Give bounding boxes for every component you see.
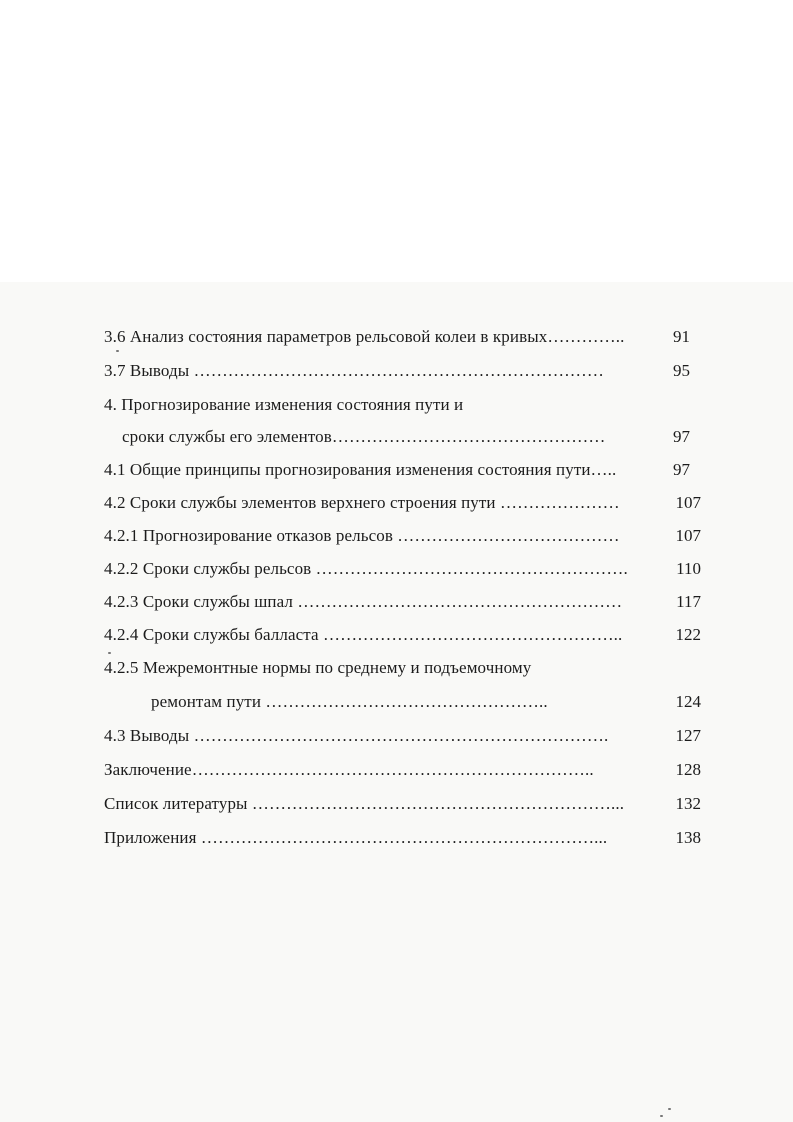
toc-entry-text: Заключение…………………………………………………………….. (104, 760, 594, 779)
toc-entry-text: 3.7 Выводы ……………………………………………………………… (104, 361, 605, 380)
toc-entry-text: сроки службы его элементов………………………………………… (122, 427, 606, 446)
toc-entry-text: ремонтам пути ………………………………………….. (151, 692, 548, 711)
toc-entry-page: 122 (675, 625, 701, 644)
toc-entry-page: 117 (676, 592, 701, 611)
toc-entry-text: Список литературы ………………………………………………………... (104, 794, 625, 813)
toc-entry-page: 107 (675, 493, 701, 512)
toc-entry-text: 4. Прогнозирование изменения состояния пути и (104, 395, 464, 414)
toc-entry-page: 127 (675, 726, 701, 745)
toc-entry-text: Приложения ……………………………………………………………... (104, 828, 608, 847)
toc-entry-text: 4.2.5 Межремонтные нормы по среднему и подъемочному (104, 658, 532, 677)
scan-speck (660, 1115, 663, 1117)
scan-speck (108, 652, 111, 654)
toc-entry-text: 4.3 Выводы ………………………………………………………………. (104, 726, 609, 745)
toc-entry-page: 97 (673, 427, 690, 446)
toc-entry-text: 3.6 Анализ состояния параметров рельсовой колеи в кривых………….. (104, 327, 625, 346)
scan-speck (116, 350, 119, 352)
toc-entry-text: 4.2.3 Сроки службы шпал ………………………………………………… (104, 592, 623, 611)
toc-entry-page: 97 (673, 460, 690, 479)
toc-entry-text: 4.1 Общие принципы прогнозирования изменения состояния пути….. (104, 460, 617, 479)
scan-speck (668, 1108, 671, 1110)
toc-entry-page: 107 (675, 526, 701, 545)
toc-entry-page: 95 (673, 361, 690, 380)
toc-entry-page: 128 (675, 760, 701, 779)
toc-entry-text: 4.2.2 Сроки службы рельсов ………………………………………………. (104, 559, 628, 578)
toc-entry-page: 110 (676, 559, 701, 578)
toc-entry-page: 91 (673, 327, 690, 346)
toc-entry-text: 4.2.4 Сроки службы балласта …………………………………………….. (104, 625, 623, 644)
toc-entry-page: 132 (675, 794, 701, 813)
toc-entry-text: 4.2.1 Прогнозирование отказов рельсов ………………………………… (104, 526, 620, 545)
toc-entry-text: 4.2 Сроки службы элементов верхнего строения пути ………………… (104, 493, 620, 512)
toc-entry-page: 138 (675, 828, 701, 847)
toc-entry-page: 124 (675, 692, 701, 711)
